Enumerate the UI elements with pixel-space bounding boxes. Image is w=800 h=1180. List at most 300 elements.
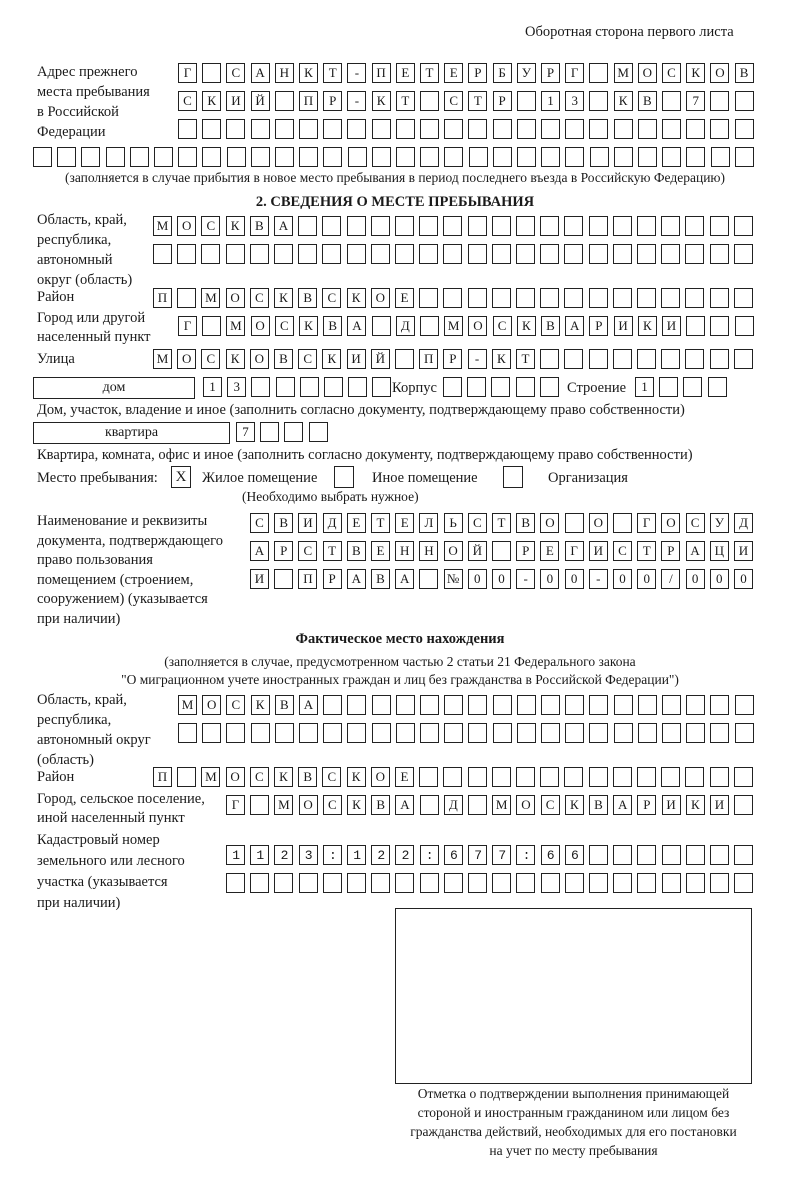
form-cell[interactable]: М bbox=[444, 316, 463, 336]
form-cell[interactable] bbox=[493, 119, 512, 139]
form-cell[interactable] bbox=[516, 216, 535, 236]
form-cell[interactable]: В bbox=[516, 513, 535, 533]
form-cell[interactable]: С bbox=[226, 695, 245, 715]
form-cell[interactable] bbox=[177, 288, 196, 308]
form-cell[interactable] bbox=[274, 873, 293, 893]
form-cell[interactable] bbox=[540, 349, 559, 369]
form-cell[interactable] bbox=[711, 147, 730, 167]
form-cell[interactable]: К bbox=[565, 795, 584, 815]
form-cell[interactable] bbox=[251, 723, 270, 743]
form-cell[interactable]: 0 bbox=[734, 569, 753, 589]
form-cell[interactable] bbox=[309, 422, 328, 442]
form-cell[interactable] bbox=[662, 147, 681, 167]
form-cell[interactable] bbox=[468, 288, 487, 308]
form-cell[interactable] bbox=[443, 244, 462, 264]
form-cell[interactable] bbox=[685, 288, 704, 308]
form-cell[interactable]: Т bbox=[396, 91, 415, 111]
form-cell[interactable]: / bbox=[661, 569, 680, 589]
form-cell[interactable] bbox=[662, 91, 681, 111]
form-cell[interactable]: О bbox=[251, 316, 270, 336]
form-cell[interactable]: С bbox=[493, 316, 512, 336]
form-cell[interactable]: - bbox=[516, 569, 535, 589]
form-cell[interactable] bbox=[637, 873, 656, 893]
form-cell[interactable] bbox=[396, 147, 415, 167]
form-cell[interactable] bbox=[735, 119, 754, 139]
form-cell[interactable] bbox=[444, 873, 463, 893]
form-cell[interactable] bbox=[734, 288, 753, 308]
form-cell[interactable]: К bbox=[686, 795, 705, 815]
form-cell[interactable]: И bbox=[298, 513, 317, 533]
form-cell[interactable] bbox=[250, 795, 269, 815]
form-cell[interactable]: К bbox=[299, 316, 318, 336]
form-cell[interactable]: Е bbox=[395, 288, 414, 308]
form-cell[interactable]: Е bbox=[371, 541, 390, 561]
form-cell[interactable] bbox=[251, 147, 270, 167]
form-cell[interactable]: С bbox=[298, 349, 317, 369]
form-cell[interactable] bbox=[517, 147, 536, 167]
form-cell[interactable]: Й bbox=[251, 91, 270, 111]
form-cell[interactable] bbox=[322, 216, 341, 236]
form-cell[interactable]: 3 bbox=[565, 91, 584, 111]
form-cell[interactable] bbox=[517, 119, 536, 139]
form-cell[interactable]: О bbox=[299, 795, 318, 815]
form-cell[interactable] bbox=[251, 119, 270, 139]
form-cell[interactable]: С bbox=[686, 513, 705, 533]
form-cell[interactable] bbox=[564, 349, 583, 369]
form-cell[interactable]: Е bbox=[347, 513, 366, 533]
form-cell[interactable]: С bbox=[178, 91, 197, 111]
form-cell[interactable] bbox=[565, 147, 584, 167]
form-cell[interactable] bbox=[468, 119, 487, 139]
form-cell[interactable]: О bbox=[710, 63, 729, 83]
form-cell[interactable] bbox=[686, 147, 705, 167]
form-cell[interactable] bbox=[564, 216, 583, 236]
form-cell[interactable] bbox=[250, 244, 269, 264]
form-cell[interactable] bbox=[541, 695, 560, 715]
form-cell[interactable]: И bbox=[250, 569, 269, 589]
form-cell[interactable]: О bbox=[589, 513, 608, 533]
form-cell[interactable] bbox=[227, 147, 246, 167]
form-cell[interactable] bbox=[372, 695, 391, 715]
form-cell[interactable] bbox=[492, 244, 511, 264]
form-cell[interactable] bbox=[565, 119, 584, 139]
form-cell[interactable] bbox=[348, 377, 367, 397]
form-cell[interactable]: К bbox=[347, 767, 366, 787]
form-cell[interactable] bbox=[710, 91, 729, 111]
form-cell[interactable]: Ь bbox=[444, 513, 463, 533]
form-cell[interactable] bbox=[420, 723, 439, 743]
form-cell[interactable] bbox=[516, 873, 535, 893]
form-cell[interactable] bbox=[371, 216, 390, 236]
form-cell[interactable] bbox=[541, 119, 560, 139]
form-cell[interactable] bbox=[710, 873, 729, 893]
form-cell[interactable]: С bbox=[275, 316, 294, 336]
form-cell[interactable] bbox=[589, 767, 608, 787]
form-cell[interactable] bbox=[541, 873, 560, 893]
form-cell[interactable]: И bbox=[662, 795, 681, 815]
form-cell[interactable] bbox=[613, 513, 632, 533]
form-cell[interactable]: И bbox=[614, 316, 633, 336]
form-cell[interactable]: К bbox=[274, 767, 293, 787]
form-cell[interactable] bbox=[638, 119, 657, 139]
form-cell[interactable] bbox=[250, 873, 269, 893]
form-cell[interactable] bbox=[710, 723, 729, 743]
form-cell[interactable]: Т bbox=[371, 513, 390, 533]
form-cell[interactable]: М bbox=[201, 767, 220, 787]
form-cell[interactable] bbox=[202, 147, 221, 167]
form-cell[interactable]: К bbox=[517, 316, 536, 336]
checkbox-organization[interactable] bbox=[503, 466, 523, 488]
form-cell[interactable] bbox=[589, 349, 608, 369]
form-cell[interactable] bbox=[710, 244, 729, 264]
form-cell[interactable]: Й bbox=[371, 349, 390, 369]
apartment-type-field[interactable]: квартира bbox=[33, 422, 230, 444]
form-cell[interactable] bbox=[395, 873, 414, 893]
form-cell[interactable] bbox=[299, 723, 318, 743]
form-cell[interactable] bbox=[323, 147, 342, 167]
form-cell[interactable] bbox=[468, 723, 487, 743]
form-cell[interactable] bbox=[589, 288, 608, 308]
form-cell[interactable]: - bbox=[468, 349, 487, 369]
form-cell[interactable] bbox=[683, 377, 702, 397]
form-cell[interactable] bbox=[661, 767, 680, 787]
form-cell[interactable]: 0 bbox=[686, 569, 705, 589]
form-cell[interactable]: 0 bbox=[637, 569, 656, 589]
form-cell[interactable]: С bbox=[298, 541, 317, 561]
form-cell[interactable]: Т bbox=[420, 63, 439, 83]
form-cell[interactable] bbox=[686, 119, 705, 139]
form-cell[interactable]: К bbox=[686, 63, 705, 83]
form-cell[interactable] bbox=[685, 244, 704, 264]
form-cell[interactable] bbox=[178, 723, 197, 743]
form-cell[interactable]: Г bbox=[565, 541, 584, 561]
form-cell[interactable]: М bbox=[178, 695, 197, 715]
form-cell[interactable] bbox=[661, 244, 680, 264]
form-cell[interactable] bbox=[274, 569, 293, 589]
form-cell[interactable] bbox=[444, 723, 463, 743]
form-cell[interactable]: Р bbox=[493, 91, 512, 111]
form-cell[interactable]: А bbox=[395, 795, 414, 815]
form-cell[interactable] bbox=[395, 244, 414, 264]
form-cell[interactable] bbox=[638, 147, 657, 167]
form-cell[interactable] bbox=[154, 147, 173, 167]
form-cell[interactable]: О bbox=[177, 349, 196, 369]
form-cell[interactable] bbox=[130, 147, 149, 167]
form-cell[interactable] bbox=[419, 569, 438, 589]
form-cell[interactable] bbox=[275, 91, 294, 111]
form-cell[interactable] bbox=[348, 147, 367, 167]
form-cell[interactable] bbox=[661, 349, 680, 369]
form-cell[interactable] bbox=[661, 288, 680, 308]
form-cell[interactable] bbox=[202, 119, 221, 139]
form-cell[interactable] bbox=[81, 147, 100, 167]
form-cell[interactable] bbox=[274, 244, 293, 264]
form-cell[interactable] bbox=[226, 119, 245, 139]
form-cell[interactable]: Н bbox=[275, 63, 294, 83]
form-cell[interactable] bbox=[177, 767, 196, 787]
form-cell[interactable] bbox=[202, 316, 221, 336]
house-type-field[interactable]: дом bbox=[33, 377, 195, 399]
form-cell[interactable] bbox=[661, 216, 680, 236]
form-cell[interactable] bbox=[492, 541, 511, 561]
form-cell[interactable] bbox=[468, 795, 487, 815]
form-cell[interactable]: Г bbox=[178, 63, 197, 83]
form-cell[interactable] bbox=[590, 147, 609, 167]
form-cell[interactable] bbox=[564, 288, 583, 308]
form-cell[interactable] bbox=[685, 216, 704, 236]
form-cell[interactable] bbox=[637, 244, 656, 264]
form-cell[interactable]: П bbox=[153, 767, 172, 787]
form-cell[interactable] bbox=[420, 695, 439, 715]
form-cell[interactable]: 7 bbox=[686, 91, 705, 111]
form-cell[interactable]: Д bbox=[323, 513, 342, 533]
form-cell[interactable] bbox=[541, 147, 560, 167]
form-cell[interactable] bbox=[153, 244, 172, 264]
form-cell[interactable]: Т bbox=[323, 63, 342, 83]
form-cell[interactable]: Е bbox=[444, 63, 463, 83]
form-cell[interactable] bbox=[638, 695, 657, 715]
form-cell[interactable] bbox=[260, 422, 279, 442]
form-cell[interactable]: К bbox=[322, 349, 341, 369]
form-cell[interactable]: С bbox=[662, 63, 681, 83]
form-cell[interactable]: С bbox=[322, 288, 341, 308]
form-cell[interactable]: Р bbox=[541, 63, 560, 83]
form-cell[interactable]: 0 bbox=[613, 569, 632, 589]
form-cell[interactable] bbox=[493, 723, 512, 743]
form-cell[interactable] bbox=[638, 723, 657, 743]
form-cell[interactable]: Т bbox=[468, 91, 487, 111]
form-cell[interactable]: В bbox=[323, 316, 342, 336]
form-cell[interactable] bbox=[396, 695, 415, 715]
form-cell[interactable]: А bbox=[251, 63, 270, 83]
form-cell[interactable] bbox=[589, 695, 608, 715]
form-cell[interactable]: И bbox=[710, 795, 729, 815]
form-cell[interactable] bbox=[540, 767, 559, 787]
form-cell[interactable] bbox=[517, 723, 536, 743]
form-cell[interactable]: Г bbox=[178, 316, 197, 336]
form-cell[interactable] bbox=[565, 873, 584, 893]
form-cell[interactable] bbox=[275, 147, 294, 167]
form-cell[interactable] bbox=[662, 723, 681, 743]
form-cell[interactable] bbox=[323, 873, 342, 893]
form-cell[interactable]: О bbox=[516, 795, 535, 815]
form-cell[interactable]: К bbox=[251, 695, 270, 715]
form-cell[interactable] bbox=[516, 377, 535, 397]
form-cell[interactable] bbox=[517, 91, 536, 111]
form-cell[interactable] bbox=[347, 695, 366, 715]
form-cell[interactable] bbox=[226, 723, 245, 743]
form-cell[interactable] bbox=[710, 216, 729, 236]
form-cell[interactable] bbox=[443, 288, 462, 308]
form-cell[interactable]: М bbox=[274, 795, 293, 815]
form-cell[interactable] bbox=[419, 244, 438, 264]
form-cell[interactable] bbox=[589, 873, 608, 893]
form-cell[interactable] bbox=[468, 244, 487, 264]
form-cell[interactable]: Т bbox=[323, 541, 342, 561]
form-cell[interactable]: Г bbox=[226, 795, 245, 815]
form-cell[interactable] bbox=[708, 377, 727, 397]
form-cell[interactable]: А bbox=[565, 316, 584, 336]
form-cell[interactable] bbox=[443, 767, 462, 787]
form-cell[interactable]: К bbox=[299, 63, 318, 83]
form-cell[interactable] bbox=[589, 723, 608, 743]
form-cell[interactable]: О bbox=[250, 349, 269, 369]
form-cell[interactable] bbox=[735, 147, 754, 167]
form-cell[interactable]: Д bbox=[444, 795, 463, 815]
form-cell[interactable]: В bbox=[371, 795, 390, 815]
form-cell[interactable] bbox=[347, 244, 366, 264]
form-cell[interactable] bbox=[323, 119, 342, 139]
form-cell[interactable] bbox=[299, 873, 318, 893]
form-cell[interactable]: П bbox=[419, 349, 438, 369]
form-cell[interactable] bbox=[420, 91, 439, 111]
form-cell[interactable]: Е bbox=[396, 63, 415, 83]
form-cell[interactable] bbox=[710, 349, 729, 369]
form-cell[interactable]: К bbox=[226, 216, 245, 236]
form-cell[interactable] bbox=[589, 91, 608, 111]
form-cell[interactable] bbox=[516, 288, 535, 308]
form-cell[interactable] bbox=[637, 216, 656, 236]
form-cell[interactable] bbox=[614, 147, 633, 167]
form-cell[interactable] bbox=[299, 119, 318, 139]
form-cell[interactable] bbox=[613, 767, 632, 787]
form-cell[interactable]: У bbox=[517, 63, 536, 83]
form-cell[interactable]: Р bbox=[323, 91, 342, 111]
form-cell[interactable] bbox=[444, 119, 463, 139]
form-cell[interactable]: - bbox=[347, 63, 366, 83]
form-cell[interactable] bbox=[565, 695, 584, 715]
form-cell[interactable] bbox=[686, 695, 705, 715]
form-cell[interactable] bbox=[564, 244, 583, 264]
form-cell[interactable] bbox=[372, 316, 391, 336]
form-cell[interactable] bbox=[372, 147, 391, 167]
form-cell[interactable] bbox=[613, 349, 632, 369]
form-cell[interactable]: Л bbox=[419, 513, 438, 533]
form-cell[interactable]: С bbox=[468, 513, 487, 533]
form-cell[interactable]: П bbox=[372, 63, 391, 83]
form-cell[interactable]: Р bbox=[443, 349, 462, 369]
form-cell[interactable]: С bbox=[541, 795, 560, 815]
form-cell[interactable]: И bbox=[662, 316, 681, 336]
form-cell[interactable]: Е bbox=[395, 513, 414, 533]
form-cell[interactable] bbox=[420, 119, 439, 139]
form-cell[interactable]: В bbox=[298, 767, 317, 787]
form-cell[interactable] bbox=[686, 723, 705, 743]
form-cell[interactable] bbox=[443, 377, 462, 397]
form-cell[interactable] bbox=[323, 723, 342, 743]
form-cell[interactable]: И bbox=[734, 541, 753, 561]
form-cell[interactable]: О bbox=[661, 513, 680, 533]
form-cell[interactable] bbox=[420, 147, 439, 167]
form-cell[interactable] bbox=[662, 873, 681, 893]
form-cell[interactable]: С bbox=[444, 91, 463, 111]
form-cell[interactable] bbox=[323, 695, 342, 715]
form-cell[interactable]: 1 bbox=[635, 377, 654, 397]
form-cell[interactable]: Г bbox=[637, 513, 656, 533]
form-cell[interactable] bbox=[443, 216, 462, 236]
form-cell[interactable] bbox=[347, 723, 366, 743]
form-cell[interactable]: Т bbox=[516, 349, 535, 369]
form-cell[interactable]: Н bbox=[419, 541, 438, 561]
form-cell[interactable] bbox=[517, 695, 536, 715]
form-cell[interactable] bbox=[565, 513, 584, 533]
form-cell[interactable]: 1 bbox=[203, 377, 222, 397]
form-cell[interactable] bbox=[710, 695, 729, 715]
form-cell[interactable]: В bbox=[589, 795, 608, 815]
form-cell[interactable] bbox=[324, 377, 343, 397]
form-cell[interactable] bbox=[33, 147, 52, 167]
form-cell[interactable]: С bbox=[250, 288, 269, 308]
form-cell[interactable] bbox=[420, 795, 439, 815]
form-cell[interactable]: 3 bbox=[227, 377, 246, 397]
form-cell[interactable]: У bbox=[710, 513, 729, 533]
form-cell[interactable]: М bbox=[614, 63, 633, 83]
form-cell[interactable] bbox=[420, 873, 439, 893]
form-cell[interactable] bbox=[637, 767, 656, 787]
form-cell[interactable] bbox=[106, 147, 125, 167]
form-cell[interactable]: О bbox=[468, 316, 487, 336]
form-cell[interactable] bbox=[735, 695, 754, 715]
form-cell[interactable]: О bbox=[371, 288, 390, 308]
form-cell[interactable]: 0 bbox=[468, 569, 487, 589]
form-cell[interactable] bbox=[226, 244, 245, 264]
form-cell[interactable]: К bbox=[226, 349, 245, 369]
form-cell[interactable] bbox=[347, 119, 366, 139]
form-cell[interactable] bbox=[540, 288, 559, 308]
form-cell[interactable]: И bbox=[347, 349, 366, 369]
form-cell[interactable]: С bbox=[201, 349, 220, 369]
form-cell[interactable] bbox=[541, 723, 560, 743]
form-cell[interactable] bbox=[444, 147, 463, 167]
form-cell[interactable]: Н bbox=[395, 541, 414, 561]
form-cell[interactable]: А bbox=[347, 316, 366, 336]
form-cell[interactable]: К bbox=[638, 316, 657, 336]
form-cell[interactable] bbox=[491, 377, 510, 397]
form-cell[interactable]: Р bbox=[323, 569, 342, 589]
form-cell[interactable]: Р bbox=[589, 316, 608, 336]
form-cell[interactable] bbox=[420, 316, 439, 336]
form-cell[interactable] bbox=[371, 244, 390, 264]
form-cell[interactable]: Т bbox=[637, 541, 656, 561]
form-cell[interactable] bbox=[492, 216, 511, 236]
form-cell[interactable] bbox=[275, 119, 294, 139]
form-cell[interactable] bbox=[589, 63, 608, 83]
form-cell[interactable]: Д bbox=[396, 316, 415, 336]
form-cell[interactable] bbox=[540, 216, 559, 236]
form-cell[interactable]: А bbox=[613, 795, 632, 815]
form-cell[interactable] bbox=[201, 244, 220, 264]
form-cell[interactable] bbox=[516, 244, 535, 264]
form-cell[interactable]: К bbox=[274, 288, 293, 308]
form-cell[interactable] bbox=[662, 119, 681, 139]
form-cell[interactable]: В bbox=[298, 288, 317, 308]
form-cell[interactable] bbox=[614, 119, 633, 139]
form-cell[interactable] bbox=[396, 723, 415, 743]
form-cell[interactable]: Т bbox=[492, 513, 511, 533]
form-cell[interactable]: А bbox=[250, 541, 269, 561]
form-cell[interactable] bbox=[57, 147, 76, 167]
form-cell[interactable]: В bbox=[274, 349, 293, 369]
form-cell[interactable] bbox=[395, 349, 414, 369]
form-cell[interactable]: В bbox=[250, 216, 269, 236]
form-cell[interactable] bbox=[300, 377, 319, 397]
form-cell[interactable] bbox=[614, 695, 633, 715]
form-cell[interactable] bbox=[734, 349, 753, 369]
form-cell[interactable]: К bbox=[614, 91, 633, 111]
form-cell[interactable] bbox=[710, 119, 729, 139]
form-cell[interactable] bbox=[298, 216, 317, 236]
form-cell[interactable] bbox=[468, 767, 487, 787]
